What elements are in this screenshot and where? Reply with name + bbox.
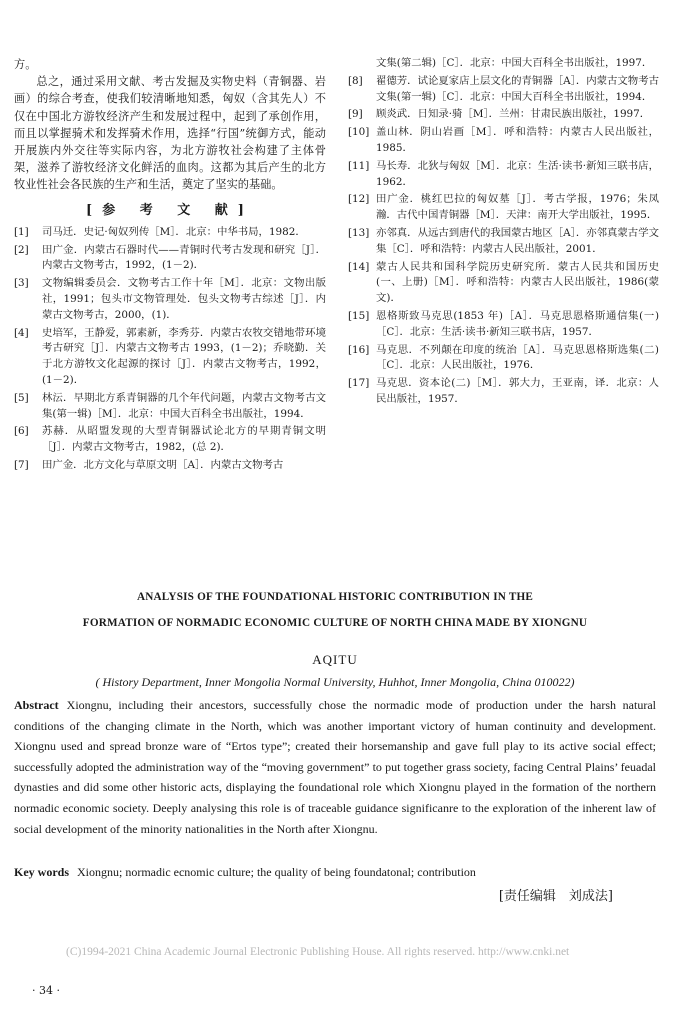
english-title-line-1: ANALYSIS OF THE FOUNDATIONAL HISTORIC CONTRIBUTION IN THE [136,591,534,603]
reference-item [348,309,659,341]
reference-text: 马长寿．北狄与匈奴［M］．北京：生活·读书·新知三联书店，1962． [376,159,659,188]
reference-item [14,391,326,423]
reference-number: [3] [14,277,29,290]
left-column [14,56,326,476]
reference-item [348,159,659,191]
reference-text: 顾炎武．日知录·骑［M］．兰州：甘肃民族出版社，1997． [376,108,651,121]
abstract-label: Abstract [14,698,59,712]
english-abstract [14,695,656,839]
english-affiliation: ( History Department, Inner Mongolia Normal University, Huhhot, Inner Mongolia, China 010022) [95,675,575,689]
keywords-label: Key words [14,865,69,879]
reference-number: [4] [14,326,29,339]
references-list-right [348,74,659,408]
reference-text: 田广金．北方文化与草原文明［A］．内蒙古文物考古 [42,458,284,471]
reference-item [348,260,659,307]
reference-text: 田广金．桃红巴拉的匈奴墓［J］．考古学报，1976；朱凤瀚．古代中国青铜器［M］．天津：南开大学出版社，1995． [376,193,659,222]
reference-item [348,343,659,375]
english-author: AQITU [312,652,358,667]
reference-item [14,458,326,474]
reference-text: 翟德芳．试论夏家店上层文化的青铜器［A］．内蒙古文物考古文集(第一辑)［C］．北京：中国大百科全书出版社，1994． [376,74,659,103]
reference-number: [14] [348,260,370,273]
reference-text: 司马迁．史记·匈奴列传［M］．北京：中华书局，1982． [42,225,306,238]
references-list-left [14,225,326,474]
reference-text: 马克思．不列颠在印度的统治［A］．马克思恩格斯选集(二)［C］．北京：人民出版社，1976． [376,343,659,372]
reference-text: 亦邻真．从远古到唐代的我国蒙古地区［A］．亦邻真蒙古学文集［C］．呼和浩特：内蒙古人民出版社，2001． [376,226,659,255]
english-keywords [14,863,656,881]
reference-number: [15] [348,309,370,322]
reference-text: 盖山林．阴山岩画［M］．呼和浩特：内蒙古人民出版社，1985． [376,126,659,154]
reference-number: [6] [14,425,29,438]
conclusion-paragraph: 总之，通过采用文献、考古发掘及实物史料（青铜器、岩画）的综合考查，使我们较清晰地知悉，匈奴（含其先人）不仅在中国北方游牧经济产生和发展过程中，起到了承创作用，而且以掌握骑术和发挥骑术作用，选择“行国”统御方式，能动开展族内外交往等实际内容，为北方游牧社会构建了主体骨架，滋养了游牧经济文化鲜活的血肉。这都为其后产生的北方牧业性社会各民族的生产和生活，奠定了坚实的基础。 [14,75,326,192]
reference-number: [17] [348,377,370,390]
reference-item [348,192,659,224]
reference-text: 文集(第二辑)［C］．北京：中国大百科全书出版社，1997． [376,57,653,69]
copyright-footer: (C)1994-2021 China Academic Journal Electronic Publishing House. All rights reserved. http://www.cnki.net [66,946,570,958]
reference-item [14,276,326,323]
reference-item [348,376,659,408]
reference-text: 史培军，王静爱，郭素新，李秀芬．内蒙古农牧交错地带环境考古研究［J］．内蒙古文物考古 1993，(1－2)；乔晓勤．关于北方游牧文化起源的探讨［J］．内蒙古文物考古，1992，(1－2)． [42,326,326,386]
reference-text: 苏赫．从昭盟发现的大型青铜器试论北方的早期青铜文明［J］．内蒙古文物考古，1982，(总 2)． [42,425,326,454]
reference-text: 田广金．内蒙古石器时代——青铜时代考古发现和研究［J］．内蒙古文物考古，1992，(1－2)． [42,243,326,272]
reference-number: [13] [348,226,370,239]
reference-number: [16] [348,343,370,356]
reference-item [14,424,326,456]
reference-number: [1] [14,225,29,238]
references-heading: [参 考 文 献] [86,202,254,218]
right-column [348,56,659,410]
reference-number: [7] [14,458,29,471]
reference-item [14,326,326,389]
reference-continuation [348,56,659,72]
reference-number: [11] [348,159,370,172]
page-number: · 34 · [32,984,60,997]
reference-item [348,107,659,123]
english-title [14,584,656,636]
reference-item [348,226,659,258]
reference-text: 文物编辑委员会．文物考古工作十年［M］．北京：文物出版社，1991；包头市文物管理处．包头文物考古综述［J］．内蒙古文物考古，2000，(1)． [42,277,326,321]
reference-text: 林沄．早期北方系青铜器的几个年代问题，内蒙古文物考古文集(第一辑)［M］．北京：中国大百科全书出版社，1994． [42,391,326,420]
reference-number: [2] [14,243,29,256]
reference-item [14,243,326,275]
reference-text: 蒙古人民共和国科学院历史研究所．蒙古人民共和国历史(一、上册)［M］．呼和浩特：内蒙古人民出版社，1986(蒙文)． [376,260,659,305]
responsible-editor: [责任编辑 刘成法] [498,889,613,904]
reference-item [348,125,659,157]
reference-number: [5] [14,391,29,404]
reference-number: [10] [348,126,370,139]
reference-number: [9] [348,108,363,121]
abstract-text: Xiongnu, including their ancestors, successfully chose the normadic mode of production under the harsh natural conditions of the changing climate in the North, which was another important victory of human continuity and development. Xiongnu used and spread bronze ware of “Ertos type”; created their horsemanship and gave full play to its active social effect; successfully adopted the administration way of the “moving government” to put together grass society, facing Central Plains’ feuadal dynasties and did some other historic acts, displaying the foundational role which Xiongnu played in the formation of the northern normadic economic society. Deeply analysing this role is of traceable guidance significanre to the exploration of the inherent law of social development of the minority nationalities in the North after Xiongnu. [14,698,656,836]
reference-text: 恩格斯致马克思(1853 年)［A］．马克思恩格斯通信集(一)［C］．北京：生活·读书·新知三联书店，1957． [376,309,659,338]
keywords-text: Xiongnu; normadic ecnomic culture; the quality of being foundatonal; contribution [77,865,476,879]
reference-number: [8] [348,74,363,87]
reference-item [348,74,659,106]
reference-item [14,225,326,241]
reference-number: [12] [348,193,370,206]
reference-text: 马克思．资本论(二)［M］．郭大力，王亚南，译．北京：人民出版社，1957． [376,377,659,405]
body-text-tail: 方。 [14,58,37,71]
english-title-line-2: FORMATION OF NORMADIC ECONOMIC CULTURE OF NORTH CHINA MADE BY XIONGNU [82,617,588,629]
